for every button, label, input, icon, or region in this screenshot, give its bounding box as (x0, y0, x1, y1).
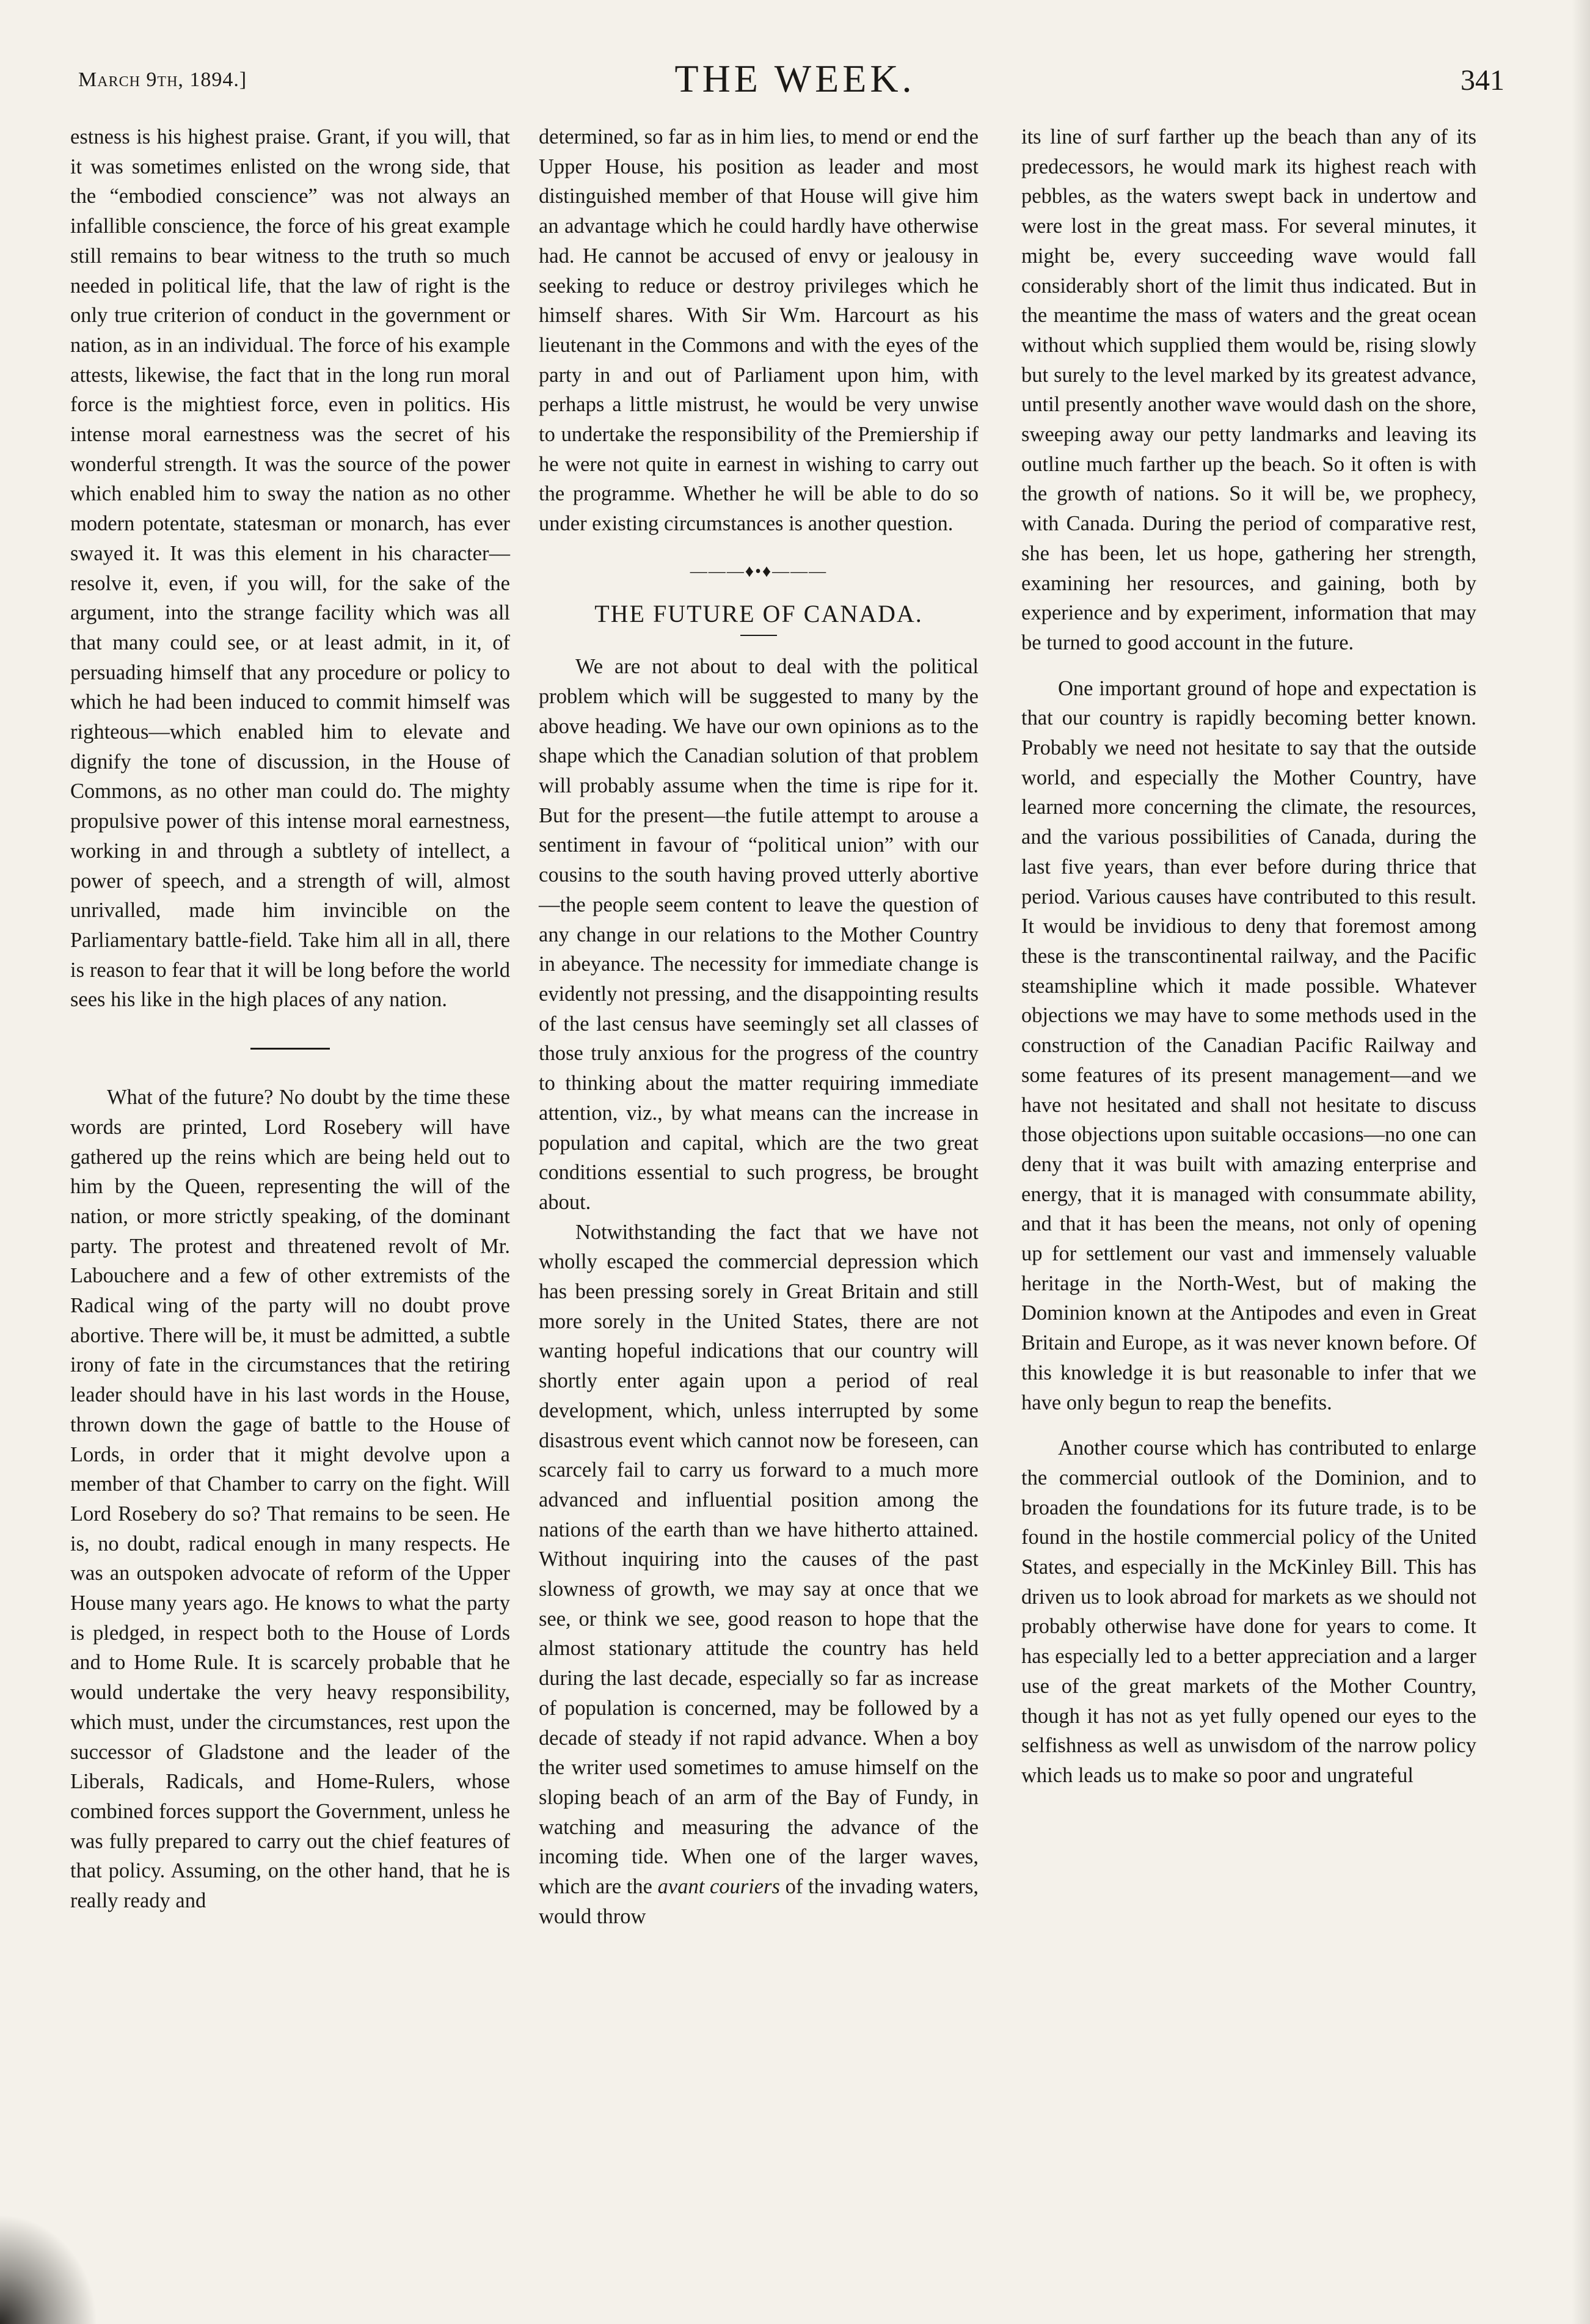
tide-paragraph: its line of surf farther up the beach than any of its predecessors, he would mark its highest reach with pebbles, as the waters swept back in undertow and were lost in the great mass. For several minutes, it might be, every succeeding wave would fall considerably short of the limit thus indicated. But in the meantime the mass of waters and the great ocean without which supplied them would be, rising slowly but surely to the level marked by its greatest advance, until presently another wave would dash on the shore, sweeping away our petty landmarks and leaving its outline much farther up the beach. So it often is with the growth of nations. So it will be, we prophecy, with Canada. During the period of comparative rest, she has been, let us hope, gathering her strength, examining her resources, and gaining, both by experience and by experiment, information that may be turned to good account in the future. (1021, 125, 1476, 654)
page-edge-shading (1572, 0, 1590, 2324)
section-separator (250, 1048, 330, 1050)
column-left (70, 122, 510, 1916)
better-known-paragraph: One important ground of hope and expectation is that our country is rapidly becoming better known. Probably we need not hesitate to say that the outside world, and especially the Mother Country, have learned more concerning the climate, the resources, and the various possibilities of Canada, during the last five years, than ever before during thrice that period. Various causes have contributed to this result. It would be invidious to deny that foremost among these is the transcontinental railway, and the Pacific steamshipline which it made possible. Whatever objections we may have to some methods used in the construction of the Canadian Pacific Railway and some features of its present management—and we have not hesitated and shall not hesitate to discuss those objections upon suitable occasions—no one can deny that it was built with amazing enterprise and energy, that it is managed with consummate ability, and that it has been the means, not only of opening up for settlement our vast and immensely valuable heritage in the North-West, but of making the Dominion known at the Antipodes and even in Great Britain and Europe, as it was never known before. Of this knowledge it is but reasonable to infer that we have only begun to reap the benefits. (1021, 676, 1476, 1414)
ornamental-divider: ———♦•♦——— (690, 561, 828, 581)
avant-couriers-phrase: avant couriers (657, 1875, 780, 1899)
masthead-title: THE WEEK. (674, 57, 916, 100)
title-rule (740, 635, 777, 636)
gladstone-tribute-paragraph: estness is his highest praise. Grant, if you will, that it was sometimes enlisted on the wrong side, that the “embodied conscience” was not always an infallible conscience, the force of his great example still remains to bear witness to the truth so much needed in political life, that the law of right is the only true criterion of conduct in the government or nation, as in an individual. The force of his example attests, likewise, the fact that in the long run moral force is the mightiest force, even in politics. His intense moral earnestness was the secret of his wonderful strength. It was the source of the power which enabled him to sway the nation as no other modern potentate, statesman or monarch, has ever swayed it. It was this element in his character—resolve it, even, if you will, for the sake of the argument, into the strange facility which was all that many could see, or at least admit, in it, of persuading himself that any procedure or policy to which he had been induced to commit himself was righteous—which enabled him to elevate and dignify the tone of discussion, in the House of Commons, as no other man could do. The mighty propulsive power of this intense moral earnestness, working in and through a subtlety of intellect, a power of speech, and a strength of will, almost unrivalled, made him invincible on the Parliamentary battle-field. Take him all in all, there is reason to fear that it will be long before the world sees his like in the high places of any nation. (70, 125, 510, 1012)
column-middle (539, 122, 979, 1931)
page-number: 341 (1461, 64, 1504, 97)
depression-text-tail: of the invading waters, would throw (539, 1875, 979, 1928)
article-title: THE FUTURE OF CANADA. (594, 599, 923, 627)
depression-text: Notwithstanding the fact that we have not wholly escaped the commercial depression which has been pressing sorely in Great Britain and still more sorely in the United States, there are not wanting hopeful indications that our country will shortly enter again upon a period of real development, which, unless interrupted by some disastrous event which cannot now be foreseen, can scarcely fail to carry us forward to a much more advanced and influential position among the nations of the earth than we have hitherto attained. Without inquiring into the causes of the past slowness of growth, we may say at once that we see, or think we see, good reason to hope that the almost stationary attitude the country has held during the last decade, especially so far as increase of population is concerned, may be followed by a decade of steady if not rapid advance. When a boy the writer used sometimes to amuse himself on the sloping beach of an arm of the Bay of Fundy, in watching and measuring the advance of the incoming tide. When one of the larger waves, which are the (539, 1220, 979, 1899)
issue-date: March 9th, 1894.] (78, 68, 247, 91)
mckinley-paragraph: Another course which has contributed to enlarge the commercial outlook of the Dominion, and to broaden the foundations for its future trade, is to be found in the hostile commercial policy of the United States, and especially in the McKinley Bill. This has driven us to look abroad for markets as we should not probably otherwise have done for years to come. It has especially led to a better appreciation and a larger use of the great markets of the Mother Country, though it has not as yet fully opened our eyes to the selfishness as well as unwisdom of the narrow policy which leads us to make so poor and ungrateful (1021, 1436, 1476, 1787)
depression-paragraph (539, 1218, 979, 1932)
upper-house-paragraph: determined, so far as in him lies, to mend or end the Upper House, his position as leader and most distinguished member of that House will give him an advantage which he could hardly have otherwise had. He cannot be accused of envy or jealousy in seeking to reduce or destroy privileges which he himself shares. With Sir Wm. Harcourt as his lieutenant in the Commons and with the eyes of the party in and out of Parliament upon him, with perhaps a little mistrust, he would be very unwise to undertake the responsibility of the Premiership if he were not quite in earnest in wishing to carry out the programme. Whether he will be able to do so under existing circumstances is another question. (539, 125, 979, 536)
canada-intro-paragraph: We are not about to deal with the political problem which will be suggested to many by the above heading. We have our own opinions as to the shape which the Canadian solution of that problem will probably assume when the time is ripe for it. But for the present—the futile attempt to arouse a sentiment in favour of “political union” with our cousins to the south having proved utterly abortive—the people seem content to leave the question of any change in our relations to the Mother Country in abeyance. The necessity for immediate change is evidently not pressing, and the disappointing results of the last census have seemingly set all classes of those truly anxious for the progress of the country to thinking about the matter requiring immediate attention, viz., by what means can the increase in population and capital, which are the two great conditions essential to such progress, be brought about. (539, 655, 979, 1214)
column-right (1021, 122, 1476, 1791)
rosebery-future-paragraph: What of the future? No doubt by the time these words are printed, Lord Rosebery will have gathered up the reins which are being held out to him by the Queen, representing the will of the nation, or more strictly speaking, of the dominant party. The protest and threatened revolt of Mr. Labouchere and a few of other extremists of the Radical wing of the party will no doubt prove abortive. There will be, it must be admitted, a subtle irony of fate in the circumstances that the retiring leader should have in his last words in the House, thrown down the gage of battle to the House of Lords, in order that it might devolve upon a member of that Chamber to carry on the fight. Will Lord Rosebery do so? That remains to be seen. He is, no doubt, radical enough in many respects. He was an outspoken advocate of reform of the Upper House many years ago. He knows to what the party is pledged, in respect both to the House of Lords and to Home Rule. It is scarcely probable that he would undertake the very heavy responsibility, which must, under the circumstances, rest upon the successor of Gladstone and the leader of the Liberals, Radicals, and Home-Rulers, whose combined forces support the Government, unless he was fully prepared to carry out the chief features of that policy. Assuming, on the other hand, that he is really ready and (70, 1086, 510, 1913)
scan-shadow (0, 2214, 98, 2324)
